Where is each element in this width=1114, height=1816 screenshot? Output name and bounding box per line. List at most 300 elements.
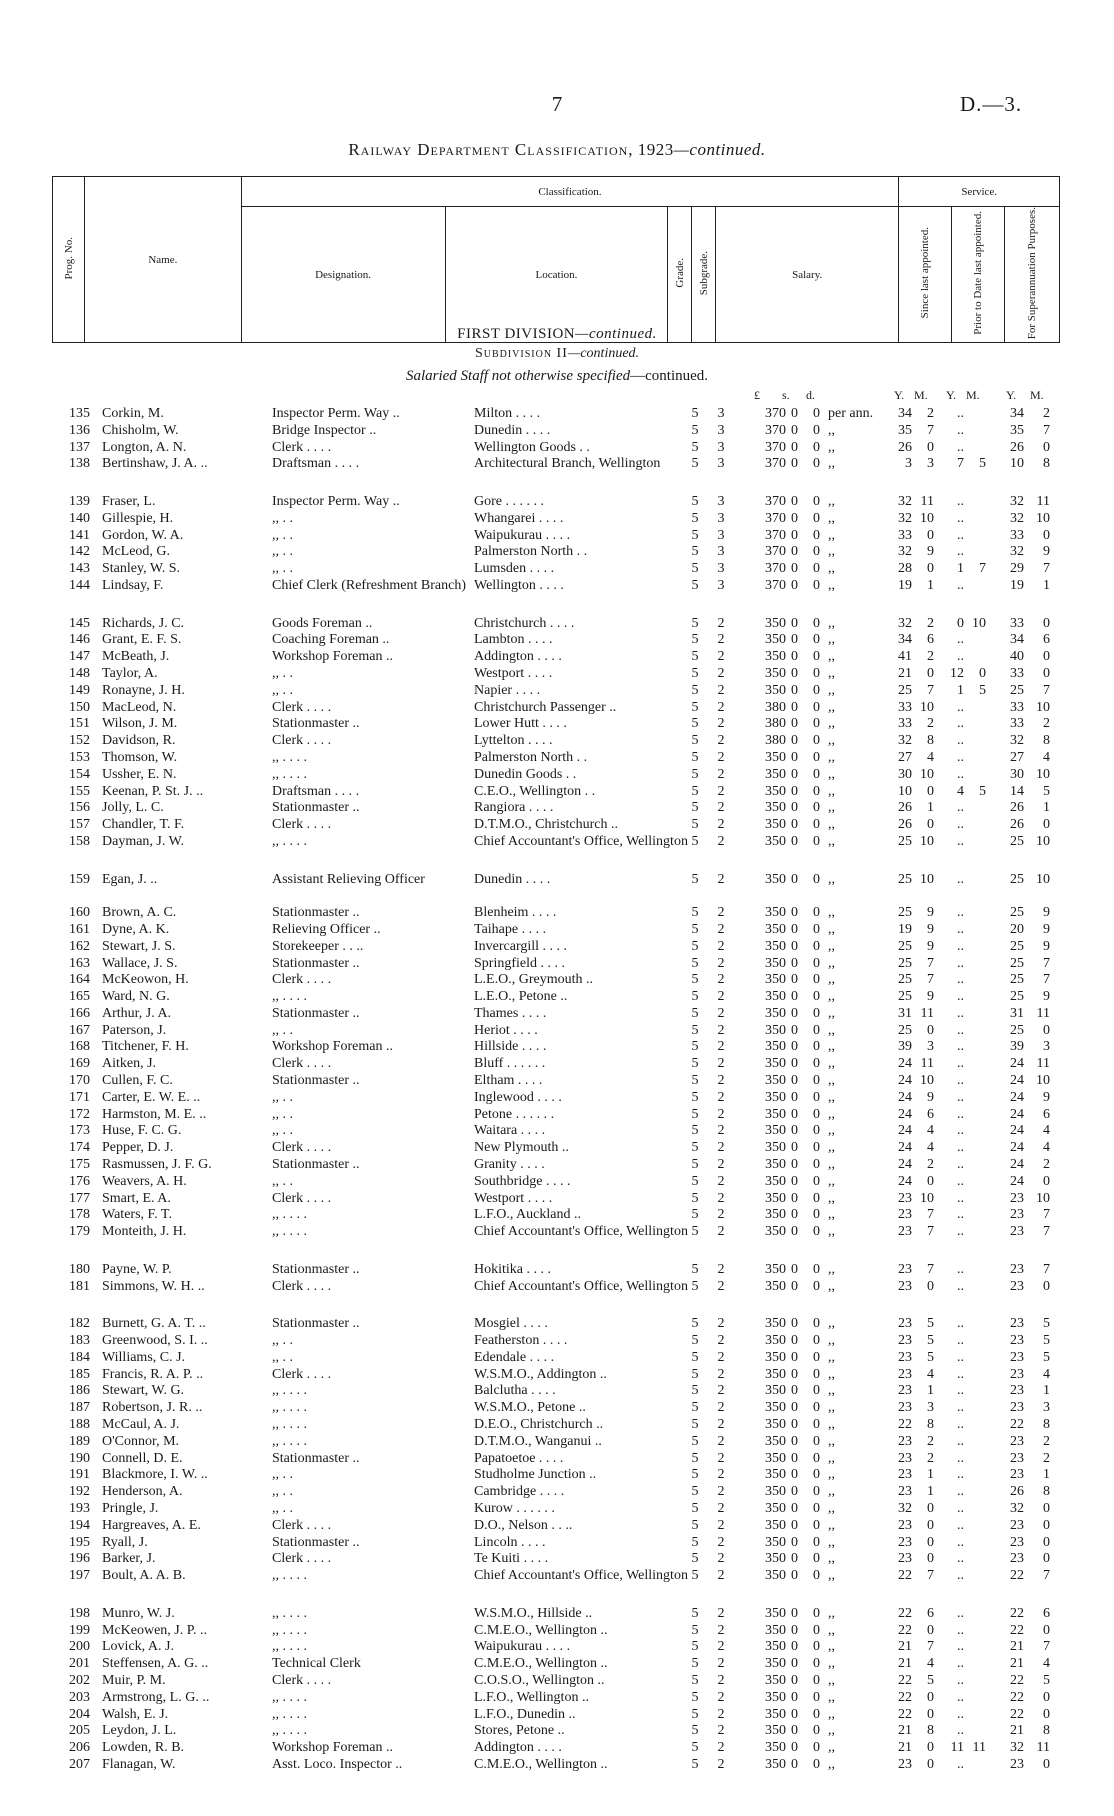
cell-subgrade: 2 (717, 1568, 725, 1584)
cell-subgrade: 2 (717, 1005, 725, 1021)
cell-since-years: 21 (898, 1740, 912, 1756)
cell-salary-pence: 0 (813, 1039, 820, 1055)
cell-super-years: 25 (1010, 1022, 1024, 1038)
cell-prog-no: 190 (69, 1450, 90, 1466)
cell-prior-years: .. (957, 716, 964, 732)
cell-subgrade: 2 (717, 1551, 725, 1567)
cell-designation: Stationmaster .. (272, 1450, 360, 1466)
cell-name: Smart, E. A. (102, 1190, 171, 1206)
cell-prog-no: 184 (69, 1349, 90, 1365)
cell-super-months: 0 (1043, 649, 1050, 665)
cell-salary-shillings: 0 (791, 1123, 798, 1139)
unit-pound: £ (754, 388, 760, 402)
cell-name: O'Connor, M. (102, 1433, 180, 1449)
table-row (0, 1107, 1114, 1124)
cell-designation: ,, . . . . (272, 1400, 307, 1416)
table-row (0, 1333, 1114, 1350)
cell-grade: 5 (691, 921, 699, 937)
cell-prog-no: 200 (69, 1639, 90, 1655)
cell-designation: ,, . . . . (272, 1622, 307, 1638)
cell-super-months: 0 (1043, 1501, 1050, 1516)
cell-salary-period: ,, (828, 1383, 835, 1399)
cell-name: Ronayne, J. H. (102, 682, 185, 698)
header-name: Name. (85, 177, 241, 343)
cell-super-months: 7 (1043, 955, 1050, 971)
cell-grade: 5 (691, 1551, 699, 1567)
cell-prior-years: .. (957, 1005, 964, 1021)
cell-super-years: 23 (1010, 1207, 1024, 1223)
cell-salary-pence: 0 (813, 1501, 820, 1516)
cell-location: Southbridge . . . . (474, 1173, 571, 1189)
cell-grade: 5 (691, 1740, 699, 1756)
cell-salary-pence: 0 (813, 1467, 820, 1483)
cell-salary-shillings: 0 (791, 1366, 798, 1382)
cell-salary-period: ,, (828, 1316, 835, 1332)
table-row (0, 1316, 1114, 1333)
cell-subgrade: 2 (717, 938, 725, 954)
cell-designation: Assistant Relieving Officer (272, 871, 425, 887)
subdivision-continued: —continued. (567, 346, 640, 361)
cell-salary-period: ,, (828, 510, 835, 526)
cell-subgrade: 3 (717, 493, 725, 509)
table-row (0, 1279, 1114, 1313)
cell-super-years: 25 (1010, 833, 1024, 849)
cell-designation: Clerk . . . . (272, 1517, 332, 1533)
cell-location: Lambton . . . . (474, 632, 553, 648)
cell-since-months: 0 (927, 527, 934, 543)
cell-subgrade: 2 (717, 1517, 725, 1533)
cell-salary-pence: 0 (813, 817, 820, 833)
cell-designation: ,, . . (272, 527, 293, 543)
cell-prior-years: .. (957, 1467, 964, 1483)
cell-prog-no: 159 (69, 871, 90, 887)
cell-name: Leydon, J. L. (102, 1723, 177, 1739)
cell-location: Springfield . . . . (474, 955, 565, 971)
cell-salary-period: ,, (828, 1039, 835, 1055)
table-row (0, 561, 1114, 578)
cell-prior-years: .. (957, 1157, 964, 1173)
cell-prog-no: 155 (69, 783, 90, 799)
cell-salary-pence: 0 (813, 938, 820, 954)
cell-designation: ,, . . (272, 1089, 293, 1105)
table-row (0, 578, 1114, 612)
title-continued: —continued. (673, 140, 766, 159)
cell-salary-period: ,, (828, 1056, 835, 1072)
cell-salary-shillings: 0 (791, 1333, 798, 1349)
cell-salary-shillings: 0 (791, 577, 798, 593)
cell-salary-pounds: 350 (765, 1639, 786, 1655)
cell-prior-years: 11 (950, 1740, 964, 1756)
cell-super-years: 22 (1010, 1706, 1024, 1722)
cell-subgrade: 2 (717, 1639, 725, 1655)
cell-since-months: 2 (927, 649, 934, 665)
cell-super-months: 8 (1043, 1484, 1050, 1500)
cell-subgrade: 2 (717, 1261, 725, 1277)
cell-prior-years: .. (957, 510, 964, 526)
cell-since-months: 0 (927, 1278, 934, 1294)
cell-since-years: 23 (898, 1756, 912, 1772)
cell-location: L.F.O., Dunedin .. (474, 1706, 576, 1722)
cell-location: C.O.S.O., Wellington .. (474, 1672, 605, 1688)
cell-location: Wellington . . . . (474, 577, 564, 593)
cell-salary-shillings: 0 (791, 766, 798, 782)
cell-salary-shillings: 0 (791, 510, 798, 526)
cell-location: L.F.O., Auckland .. (474, 1207, 581, 1223)
cell-subgrade: 2 (717, 972, 725, 988)
cell-prior-years: .. (957, 766, 964, 782)
cell-since-months: 0 (927, 817, 934, 833)
cell-name: Flanagan, W. (102, 1756, 176, 1772)
cell-prior-years: .. (957, 699, 964, 715)
cell-salary-shillings: 0 (791, 1672, 798, 1688)
cell-salary-period: ,, (828, 1157, 835, 1173)
cell-prog-no: 152 (69, 733, 90, 749)
cell-since-years: 25 (898, 955, 912, 971)
cell-salary-period: ,, (828, 632, 835, 648)
cell-super-months: 0 (1043, 1022, 1050, 1038)
cell-salary-period: ,, (828, 1605, 835, 1621)
cell-designation: ,, . . . . (272, 1723, 307, 1739)
cell-designation: ,, . . . . (272, 749, 307, 765)
cell-super-months: 2 (1043, 1450, 1050, 1466)
cell-salary-shillings: 0 (791, 561, 798, 577)
cell-grade: 5 (691, 510, 699, 526)
cell-salary-period: per ann. (828, 406, 874, 421)
cell-since-months: 4 (927, 1140, 934, 1156)
cell-prior-years: 4 (957, 783, 964, 799)
cell-salary-period: ,, (828, 1106, 835, 1122)
cell-prior-years: .. (957, 577, 964, 593)
cell-salary-period: ,, (828, 733, 835, 749)
cell-location: Eltham . . . . (474, 1073, 543, 1089)
cell-grade: 5 (691, 493, 699, 509)
table-row (0, 1006, 1114, 1023)
cell-since-months: 1 (927, 800, 934, 816)
cell-prog-no: 205 (69, 1723, 90, 1739)
cell-since-months: 11 (920, 1056, 934, 1072)
table-row (0, 1740, 1114, 1757)
table-row (0, 1451, 1114, 1468)
table-row (0, 1518, 1114, 1535)
cell-salary-shillings: 0 (791, 649, 798, 665)
cell-prog-no: 201 (69, 1656, 90, 1672)
cell-prior-years: .. (957, 1672, 964, 1688)
cell-salary-pounds: 350 (765, 1278, 786, 1294)
cell-since-years: 22 (898, 1706, 912, 1722)
cell-salary-pounds: 350 (765, 1005, 786, 1021)
cell-name: Munro, W. J. (102, 1605, 175, 1621)
cell-salary-shillings: 0 (791, 749, 798, 765)
cell-name: MacLeod, N. (102, 699, 177, 715)
cell-salary-shillings: 0 (791, 955, 798, 971)
cell-super-months: 9 (1043, 989, 1050, 1005)
cell-super-months: 0 (1043, 1278, 1050, 1294)
unit-months-1: M. (914, 388, 928, 402)
cell-grade: 5 (691, 1073, 699, 1089)
cell-salary-period: ,, (828, 615, 835, 631)
cell-grade: 5 (691, 972, 699, 988)
cell-super-months: 11 (1036, 493, 1050, 509)
cell-since-years: 32 (898, 544, 912, 560)
cell-super-years: 34 (1010, 632, 1024, 648)
cell-super-months: 8 (1043, 1723, 1050, 1739)
cell-since-years: 31 (898, 1005, 912, 1021)
table-row (0, 1690, 1114, 1707)
cell-prog-no: 195 (69, 1534, 90, 1550)
staff-category-text: Salaried Staff not otherwise specified (405, 368, 631, 384)
cell-designation: Clerk . . . . (272, 1551, 332, 1567)
cell-subgrade: 2 (717, 1672, 725, 1688)
cell-super-months: 0 (1043, 1706, 1050, 1722)
cell-grade: 5 (691, 1672, 699, 1688)
cell-salary-period: ,, (828, 456, 835, 472)
cell-designation: ,, . . (272, 1349, 293, 1365)
cell-prog-no: 162 (69, 938, 90, 954)
cell-since-months: 8 (927, 1723, 934, 1739)
cell-location: Whangarei . . . . (474, 510, 564, 526)
cell-subgrade: 2 (717, 766, 725, 782)
cell-salary-shillings: 0 (791, 1207, 798, 1223)
cell-salary-pence: 0 (813, 1450, 820, 1466)
cell-since-months: 10 (920, 699, 934, 715)
cell-location: Granity . . . . (474, 1157, 545, 1173)
cell-salary-pounds: 350 (765, 1383, 786, 1399)
unit-years-1: Y. (894, 388, 905, 402)
cell-location: Christchurch . . . . (474, 615, 575, 631)
cell-salary-pounds: 350 (765, 615, 786, 631)
cell-salary-pounds: 350 (765, 1039, 786, 1055)
cell-prior-years: .. (957, 1656, 964, 1672)
cell-designation: Stationmaster .. (272, 905, 360, 921)
cell-location: Mosgiel . . . . (474, 1316, 548, 1332)
cell-since-years: 33 (898, 527, 912, 543)
cell-salary-pence: 0 (813, 1534, 820, 1550)
cell-prog-no: 148 (69, 665, 90, 681)
cell-since-years: 24 (898, 1140, 912, 1156)
cell-subgrade: 2 (717, 1366, 725, 1382)
cell-subgrade: 2 (717, 733, 725, 749)
cell-prior-years: .. (957, 1366, 964, 1382)
cell-salary-period: ,, (828, 1005, 835, 1021)
cell-prog-no: 139 (69, 493, 90, 509)
cell-grade: 5 (691, 649, 699, 665)
cell-location: Featherston . . . . (474, 1333, 568, 1349)
cell-salary-pounds: 350 (765, 1568, 786, 1584)
cell-super-months: 9 (1043, 544, 1050, 560)
cell-since-years: 32 (898, 733, 912, 749)
cell-subgrade: 2 (717, 1706, 725, 1722)
table-row (0, 1467, 1114, 1484)
cell-prog-no: 156 (69, 800, 90, 816)
unit-years-3: Y. (1006, 388, 1017, 402)
cell-subgrade: 2 (717, 649, 725, 665)
cell-grade: 5 (691, 1517, 699, 1533)
cell-super-months: 10 (1036, 833, 1050, 849)
table-row (0, 1350, 1114, 1367)
cell-super-years: 24 (1010, 1056, 1024, 1072)
cell-salary-pounds: 350 (765, 1756, 786, 1772)
cell-super-months: 3 (1043, 1400, 1050, 1416)
cell-salary-shillings: 0 (791, 938, 798, 954)
cell-super-years: 14 (1010, 783, 1024, 799)
cell-grade: 5 (691, 1467, 699, 1483)
cell-prior-years: .. (957, 1450, 964, 1466)
cell-location: Westport . . . . (474, 665, 553, 681)
cell-since-years: 24 (898, 1106, 912, 1122)
division-continued: —continued. (575, 326, 657, 342)
cell-salary-shillings: 0 (791, 544, 798, 560)
cell-salary-shillings: 0 (791, 1501, 798, 1516)
cell-since-years: 19 (898, 577, 912, 593)
cell-salary-shillings: 0 (791, 1639, 798, 1655)
table-row (0, 1157, 1114, 1174)
cell-salary-period: ,, (828, 699, 835, 715)
cell-name: Ward, N. G. (102, 989, 170, 1005)
table-row (0, 800, 1114, 817)
cell-subgrade: 2 (717, 989, 725, 1005)
cell-super-months: 10 (1036, 766, 1050, 782)
cell-salary-shillings: 0 (791, 1173, 798, 1189)
table-row (0, 1417, 1114, 1434)
cell-salary-shillings: 0 (791, 1417, 798, 1433)
cell-prior-years: .. (957, 905, 964, 921)
cell-grade: 5 (691, 682, 699, 698)
cell-super-months: 0 (1043, 1517, 1050, 1533)
cell-location: Waitara . . . . (474, 1123, 546, 1139)
cell-prog-no: 138 (69, 456, 90, 472)
cell-salary-shillings: 0 (791, 871, 798, 887)
cell-since-years: 32 (898, 615, 912, 631)
cell-prior-years: .. (957, 1224, 964, 1240)
cell-salary-pounds: 350 (765, 1605, 786, 1621)
cell-since-years: 23 (898, 1261, 912, 1277)
cell-super-months: 7 (1043, 1207, 1050, 1223)
cell-since-months: 0 (927, 1622, 934, 1638)
cell-since-years: 23 (898, 1207, 912, 1223)
cell-grade: 5 (691, 456, 699, 472)
cell-salary-period: ,, (828, 1501, 835, 1516)
cell-prog-no: 141 (69, 527, 90, 543)
cell-super-months: 4 (1043, 1656, 1050, 1672)
cell-salary-period: ,, (828, 1568, 835, 1584)
cell-since-months: 7 (927, 972, 934, 988)
cell-location: Lower Hutt . . . . (474, 716, 567, 732)
cell-grade: 5 (691, 1501, 699, 1516)
cell-name: Stewart, J. S. (102, 938, 176, 954)
cell-salary-pounds: 370 (765, 439, 786, 455)
cell-prior-months: 10 (972, 615, 986, 631)
table-row (0, 1367, 1114, 1384)
cell-subgrade: 2 (717, 1173, 725, 1189)
cell-grade: 5 (691, 716, 699, 732)
cell-since-years: 41 (898, 649, 912, 665)
cell-prog-no: 207 (69, 1756, 90, 1772)
table-row (0, 716, 1114, 733)
cell-name: Monteith, J. H. (102, 1224, 187, 1240)
cell-location: Milton . . . . (474, 406, 541, 421)
cell-prog-no: 158 (69, 833, 90, 849)
cell-subgrade: 2 (717, 1022, 725, 1038)
cell-super-months: 4 (1043, 1366, 1050, 1382)
cell-since-months: 6 (927, 632, 934, 648)
cell-subgrade: 2 (717, 1157, 725, 1173)
cell-grade: 5 (691, 1022, 699, 1038)
cell-super-years: 23 (1010, 1261, 1024, 1277)
cell-since-months: 4 (927, 1123, 934, 1139)
cell-salary-pounds: 350 (765, 1022, 786, 1038)
cell-salary-pence: 0 (813, 1400, 820, 1416)
cell-prior-years: .. (957, 1706, 964, 1722)
cell-salary-pounds: 350 (765, 955, 786, 971)
cell-salary-period: ,, (828, 1089, 835, 1105)
cell-grade: 5 (691, 871, 699, 887)
cell-designation: ,, . . (272, 561, 293, 577)
cell-super-years: 23 (1010, 1534, 1024, 1550)
table-row (0, 511, 1114, 528)
cell-salary-pence: 0 (813, 1278, 820, 1294)
cell-grade: 5 (691, 1039, 699, 1055)
cell-salary-pounds: 350 (765, 1333, 786, 1349)
cell-prior-years: .. (957, 1278, 964, 1294)
cell-prior-years: .. (957, 1106, 964, 1122)
cell-grade: 5 (691, 1706, 699, 1722)
cell-salary-pounds: 370 (765, 527, 786, 543)
cell-prior-years: .. (957, 1333, 964, 1349)
table-row (0, 1535, 1114, 1552)
cell-designation: ,, . . (272, 682, 293, 698)
cell-prior-years: .. (957, 989, 964, 1005)
cell-location: Chief Accountant's Office, Wellington (474, 1224, 688, 1240)
cell-super-years: 24 (1010, 1157, 1024, 1173)
cell-super-months: 6 (1043, 632, 1050, 648)
cell-designation: ,, . . . . (272, 766, 307, 782)
cell-prog-no: 142 (69, 544, 90, 560)
cell-grade: 5 (691, 1089, 699, 1105)
cell-since-years: 34 (898, 406, 912, 421)
cell-salary-pence: 0 (813, 1740, 820, 1756)
cell-location: Christchurch Passenger .. (474, 699, 617, 715)
cell-location: Lumsden . . . . (474, 561, 555, 577)
cell-salary-period: ,, (828, 1723, 835, 1739)
cell-since-years: 23 (898, 1190, 912, 1206)
cell-super-years: 23 (1010, 1278, 1024, 1294)
cell-salary-shillings: 0 (791, 615, 798, 631)
cell-subgrade: 2 (717, 921, 725, 937)
cell-salary-shillings: 0 (791, 1706, 798, 1722)
cell-name: Francis, R. A. P. .. (102, 1366, 204, 1382)
cell-salary-period: ,, (828, 1689, 835, 1705)
cell-salary-shillings: 0 (791, 456, 798, 472)
table-row (0, 544, 1114, 561)
cell-since-years: 24 (898, 1123, 912, 1139)
cell-subgrade: 2 (717, 1756, 725, 1772)
cell-prog-no: 175 (69, 1157, 90, 1173)
cell-since-years: 10 (898, 783, 912, 799)
cell-location: Dunedin . . . . (474, 422, 551, 438)
cell-salary-period: ,, (828, 972, 835, 988)
cell-salary-pounds: 350 (765, 1224, 786, 1240)
cell-since-years: 24 (898, 1157, 912, 1173)
cell-grade: 5 (691, 1056, 699, 1072)
cell-salary-pounds: 350 (765, 938, 786, 954)
cell-since-months: 10 (920, 1190, 934, 1206)
cell-prog-no: 179 (69, 1224, 90, 1240)
cell-salary-pounds: 350 (765, 1433, 786, 1449)
cell-since-months: 6 (927, 1605, 934, 1621)
cell-name: Blackmore, I. W. .. (102, 1467, 208, 1483)
cell-prog-no: 144 (69, 577, 90, 593)
cell-salary-period: ,, (828, 1224, 835, 1240)
